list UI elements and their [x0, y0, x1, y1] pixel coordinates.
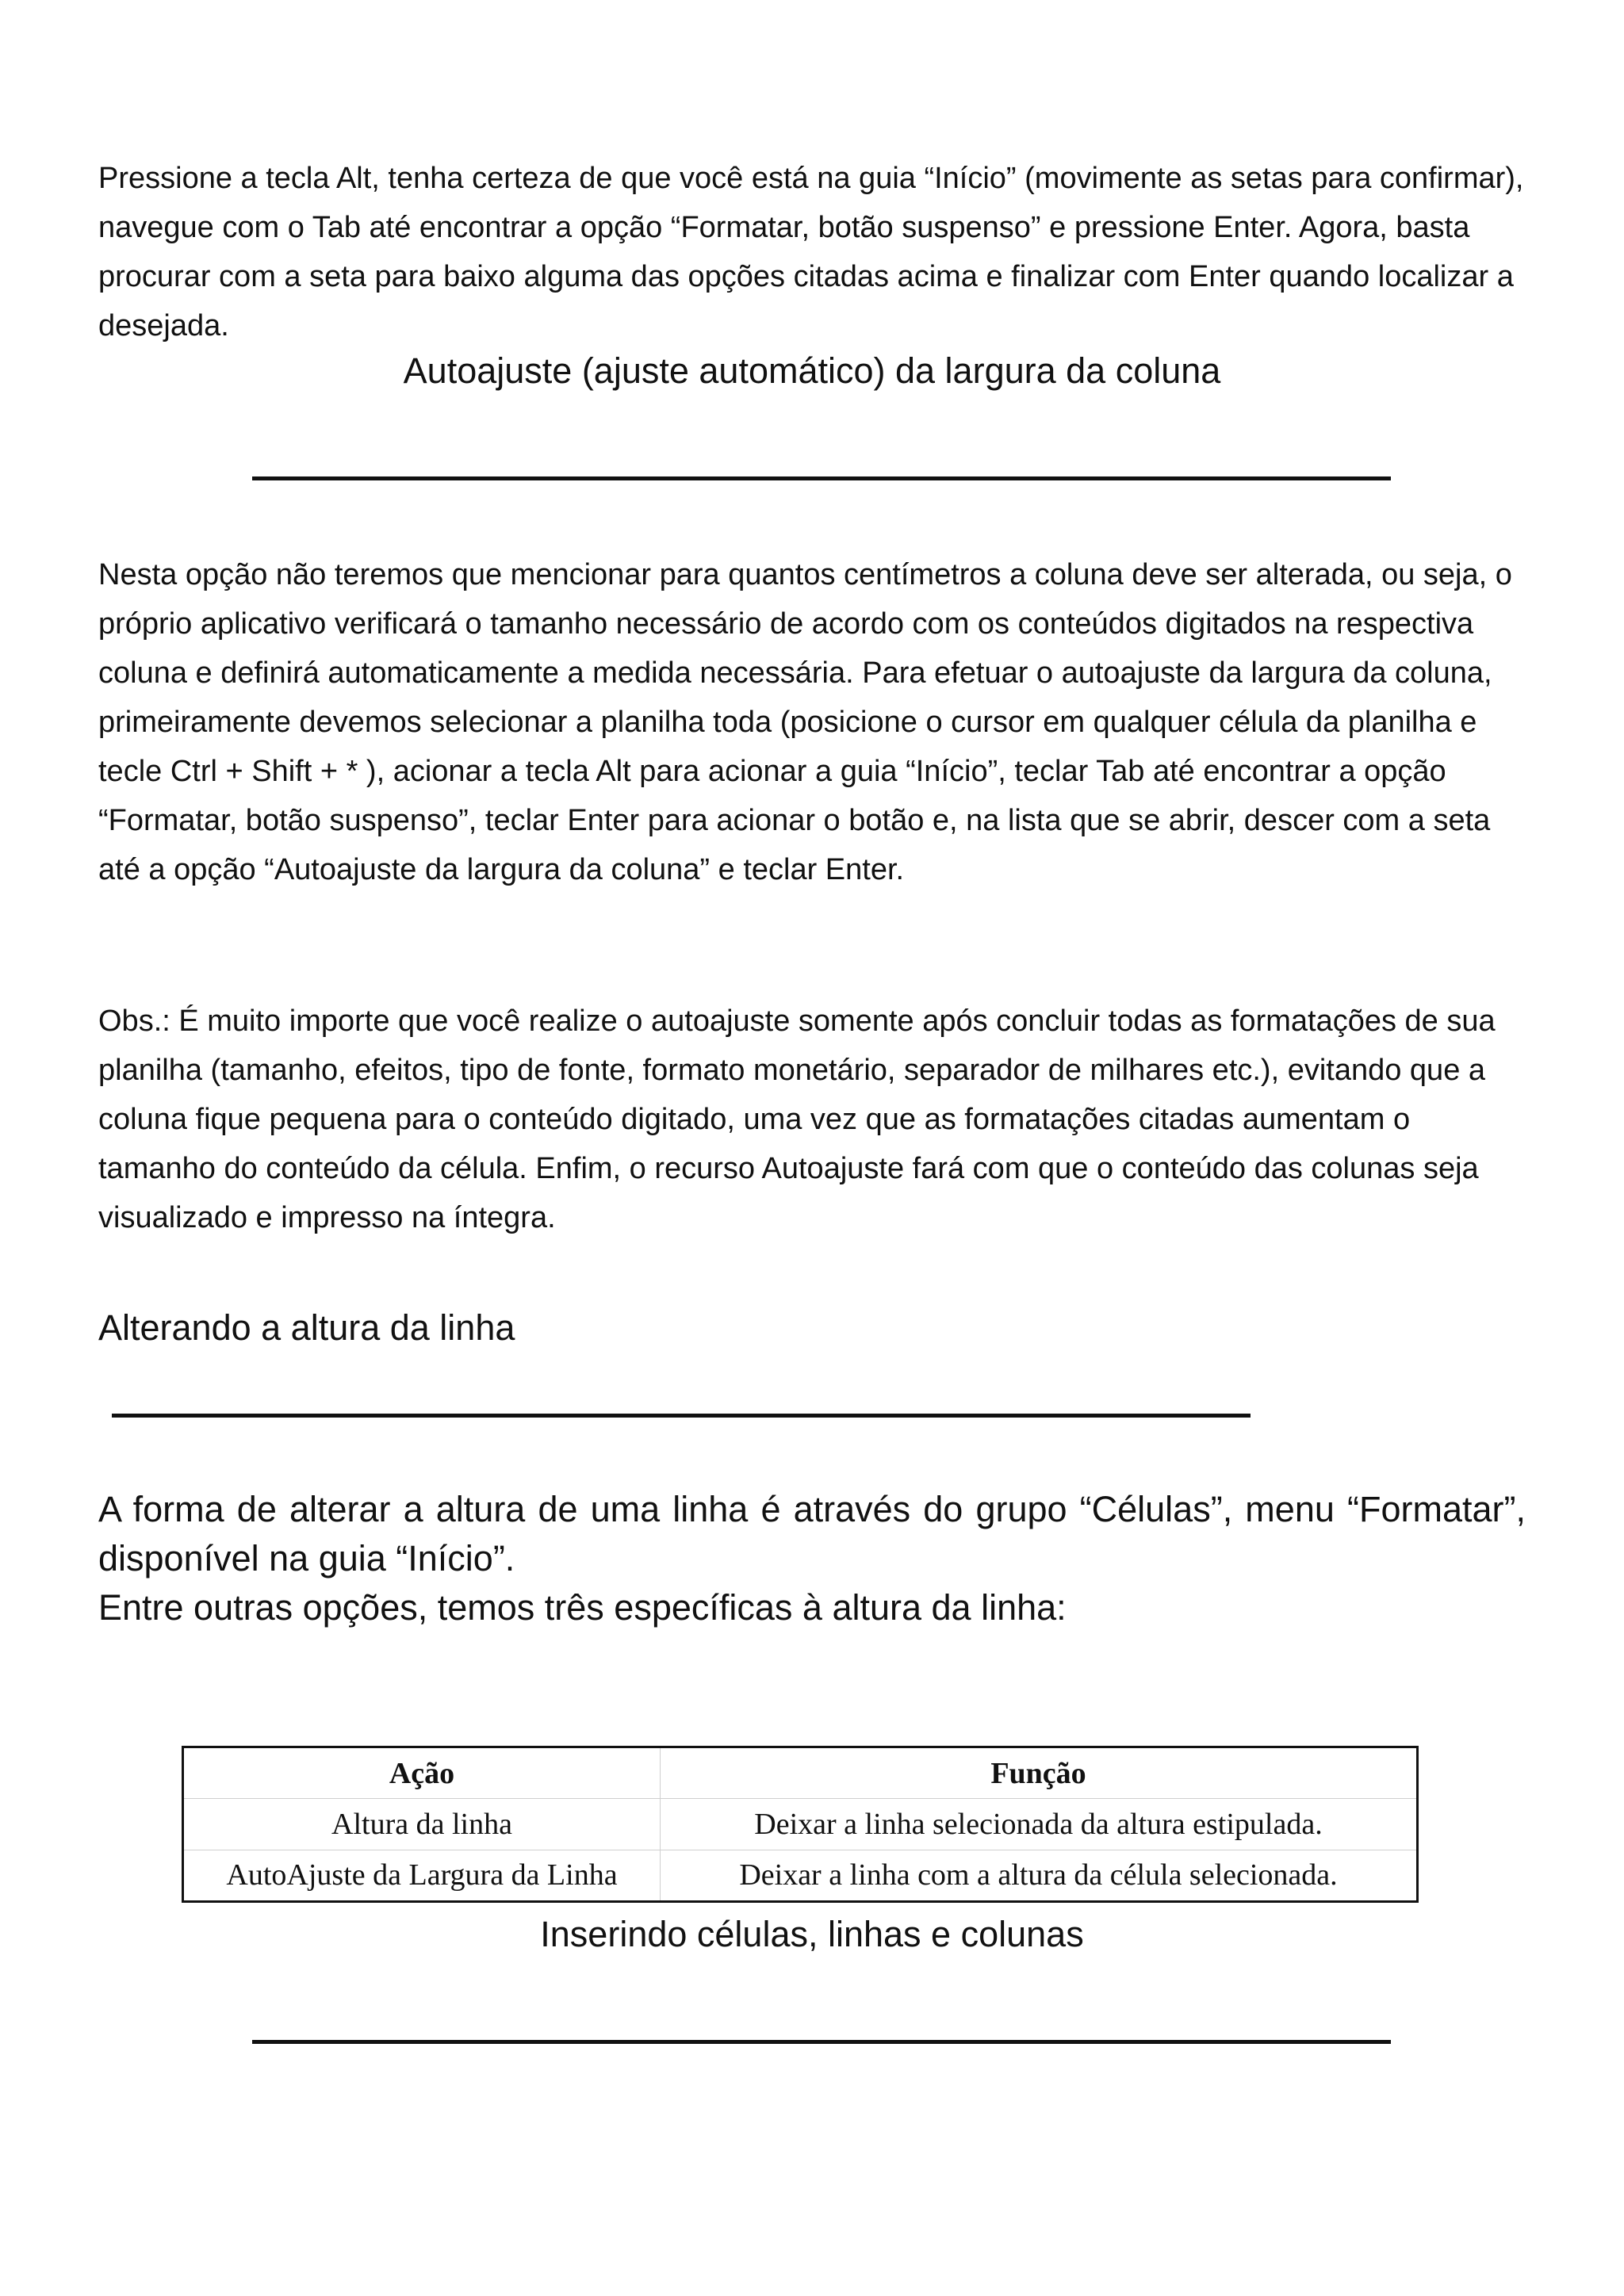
intro-paragraph: Pressione a tecla Alt, tenha certeza de que você está na guia “Início” (movimente as setas para confirmar), navegue com o Tab até encontrar a opção “Formatar, botão suspenso” e pressione Enter. Agora, basta procurar com a seta para baixo alguma das opções citadas acima e finalizar com Enter quando localizar a desejada.	[98, 162, 1524, 342]
autoajuste-paragraph: Nesta opção não teremos que mencionar para quantos centímetros a coluna deve ser alterada, ou seja, o próprio aplicativo verificará o tamanho necessário de acordo com os conteúdos digitados na respectiva coluna e definirá automaticamente a medida necessária. Para efetuar o autoajuste da largura da coluna, primeiramente devemos selecionar a planilha toda (posicione o cursor em qualquer célula da planilha e tecle Ctrl + Shift + * ), acionar a tecla Alt para acionar a guia “Início”, teclar Tab até encontrar a opção “Formatar, botão suspenso”, teclar Enter para acionar o botão e, na lista que se abrir, descer com a seta até a opção “Autoajuste da largura da coluna” e teclar Enter.	[98, 558, 1512, 886]
table-row	[184, 1850, 1416, 1900]
row-height-options-table	[182, 1746, 1419, 1903]
table-header-row	[184, 1748, 1416, 1799]
table-cell-acao: Altura da linha	[184, 1799, 661, 1850]
heading-autoajuste: Autoajuste (ajuste automático) da largura da coluna	[403, 350, 1221, 391]
heading-inserindo: Inserindo células, linhas e colunas	[540, 1914, 1084, 1954]
table-header-funcao: Função	[661, 1748, 1417, 1799]
table-cell-acao: AutoAjuste da Largura da Linha	[184, 1850, 661, 1900]
heading-underline-rule	[252, 2040, 1391, 2044]
obs-paragraph: Obs.: É muito importe que você realize o autoajuste somente após concluir todas as formatações de sua planilha (tamanho, efeitos, tipo de fonte, formato monetário, separador de milhares etc.), evitando que a coluna fique pequena para o conteúdo digitado, uma vez que as formatações citadas aumentam o tamanho do conteúdo da célula. Enfim, o recurso Autoajuste fará com que o conteúdo das colunas seja visualizado e impresso na íntegra.	[98, 1004, 1496, 1234]
heading-altura: Alterando a altura da linha	[98, 1307, 515, 1348]
table-row	[184, 1799, 1416, 1850]
table-header-acao: Ação	[184, 1748, 661, 1799]
altura-paragraph: A forma de alterar a altura de uma linha é através do grupo “Células”, menu “Formatar”, disponível na guia “Início”.	[98, 1489, 1526, 1578]
table-cell-funcao: Deixar a linha selecionada da altura estipulada.	[661, 1799, 1417, 1850]
heading-underline-rule	[112, 1414, 1251, 1418]
altura-options-intro: Entre outras opções, temos três específicas à altura da linha:	[98, 1587, 1067, 1628]
table-cell-funcao: Deixar a linha com a altura da célula selecionada.	[661, 1850, 1417, 1900]
heading-underline-rule	[252, 476, 1391, 480]
